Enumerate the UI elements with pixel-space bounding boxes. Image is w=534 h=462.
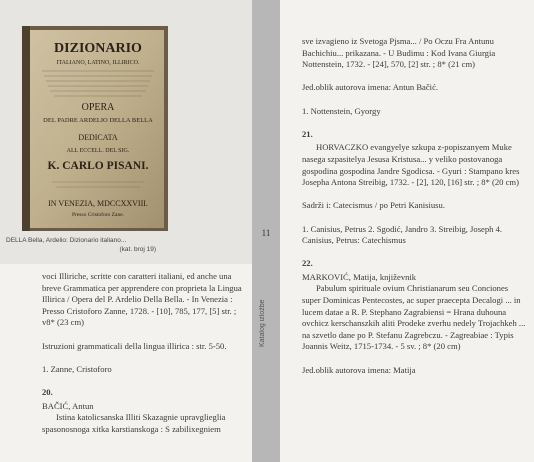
photo-line-5: DEDICATA xyxy=(78,133,118,142)
entry22-number: 22. xyxy=(302,258,313,269)
photo-line-2: ITALIANO, LATINO, ILLIRICO. xyxy=(56,60,140,66)
running-head: Katalog izložbe xyxy=(259,299,266,347)
entry20-heading: BAČIĆ, Antun xyxy=(42,400,94,411)
page-number: 11 xyxy=(261,228,271,238)
book-title-page-photo xyxy=(22,26,168,231)
entry22-note: Jed.oblik autorova imena: Matija xyxy=(302,364,416,375)
entry22-heading: MARKOVIĆ, Matija, književnik xyxy=(302,271,417,282)
entry20-number: 20. xyxy=(42,386,53,397)
entry20-index: 1. Nottenstein, Gyorgy xyxy=(302,105,381,116)
entry20-body: Istina katolicsanska Illiti Skazagnie upravglieglia spasonosnoga xitka karstianskoga : S zabilixegniem xyxy=(42,412,226,434)
entry21-number: 21. xyxy=(302,128,313,139)
photo-line-1: DIZIONARIO xyxy=(54,41,142,56)
photo-panel xyxy=(0,0,252,264)
left-text-column xyxy=(42,271,242,447)
entry19-continuation: voci Illiriche, scritte con caratteri italiani, ed anche una breve Grammatica per apprendere con proprieta la Lingua Illirica / Opera del P. Ardelio Della Bella. - In Venezia : Presso Cristoforo Zanne, 1728. - [10], 785, 177, [5] str. ; v8* (23 cm) xyxy=(42,271,242,328)
photo-line-9: Presso Cristoforo Zane. xyxy=(71,212,125,218)
photo-caption xyxy=(6,236,186,254)
entry19-index: 1. Zanne, Cristoforo xyxy=(42,363,112,374)
photo-line-4: DEL PADRE ARDELIO DELLA BELLA xyxy=(43,117,153,124)
caption-title: DELLA Bella, Ardelio: Dizionario italiano... xyxy=(6,237,127,244)
photo-line-6: ALL ECCELL. DEL SIG. xyxy=(66,148,130,154)
left-page xyxy=(0,0,252,462)
photo-line-8: IN VENEZIA, MDCCXXVIII. xyxy=(48,199,148,208)
right-text-column xyxy=(302,36,526,388)
entry19-note: Istruzioni grammaticali della lingua illirica : str. 5-50. xyxy=(42,340,227,351)
right-page xyxy=(280,0,534,462)
entry21-note: Sadrži i: Catecismus / po Petri Kanisiusu. xyxy=(302,200,445,211)
caption-catalog-ref: (kat. broj 19) xyxy=(119,246,156,254)
entry20-note: Jed.oblik autorova imena: Antun Bačić. xyxy=(302,82,439,93)
entry22-body: Pabulum spirituale ovium Christianarum seu Conciones super Dominicas Pentecostes, ac super praecepta Decalogi ... in lucem datae a R. P. Stephano Zagrabiensi = Hrana duhouna ovchicz kerschanszkih aliti Prodeke zverhu nedely Trojachkeh ... na szvetlo dane po P. Stefanu Zagrebczu. - Zagreabiae : Typis Joannis Weitz, 1715-1734. - 5 sv. ; 8* (20 cm) xyxy=(302,283,526,352)
page-gutter xyxy=(252,0,280,462)
photo-line-7: K. CARLO PISANI. xyxy=(47,160,149,172)
entry20-continuation: sve izvagieno iz Svetoga Pjsma... / Po Oczu Fra Antunu Bachichiu... prikazana. - U Budimu : Kod Ivana Giurgia Nottenstein, 1732. - [24], 570, [2] str. ; 8* (21 cm) xyxy=(302,36,496,70)
entry21-body: HORVACZKO evangyelye szkupa z-popiszanyem Muke nasega szpasitelya Jesusa Kristusa... y veliko postovanoga gospodina gospodina Jandre Sgodicsa. - Gyuri : Stampano kres Josepha Antona Streibig, 1732. - [2], 120, [16] str. ; 8* (20 cm) xyxy=(302,142,520,188)
photo-line-3: OPERA xyxy=(81,102,115,113)
entry21-index: 1. Canisius, Petrus 2. Sgodić, Jandro 3. Streibig, Joseph 4. Canisius, Petrus: Catechismus xyxy=(302,223,503,246)
